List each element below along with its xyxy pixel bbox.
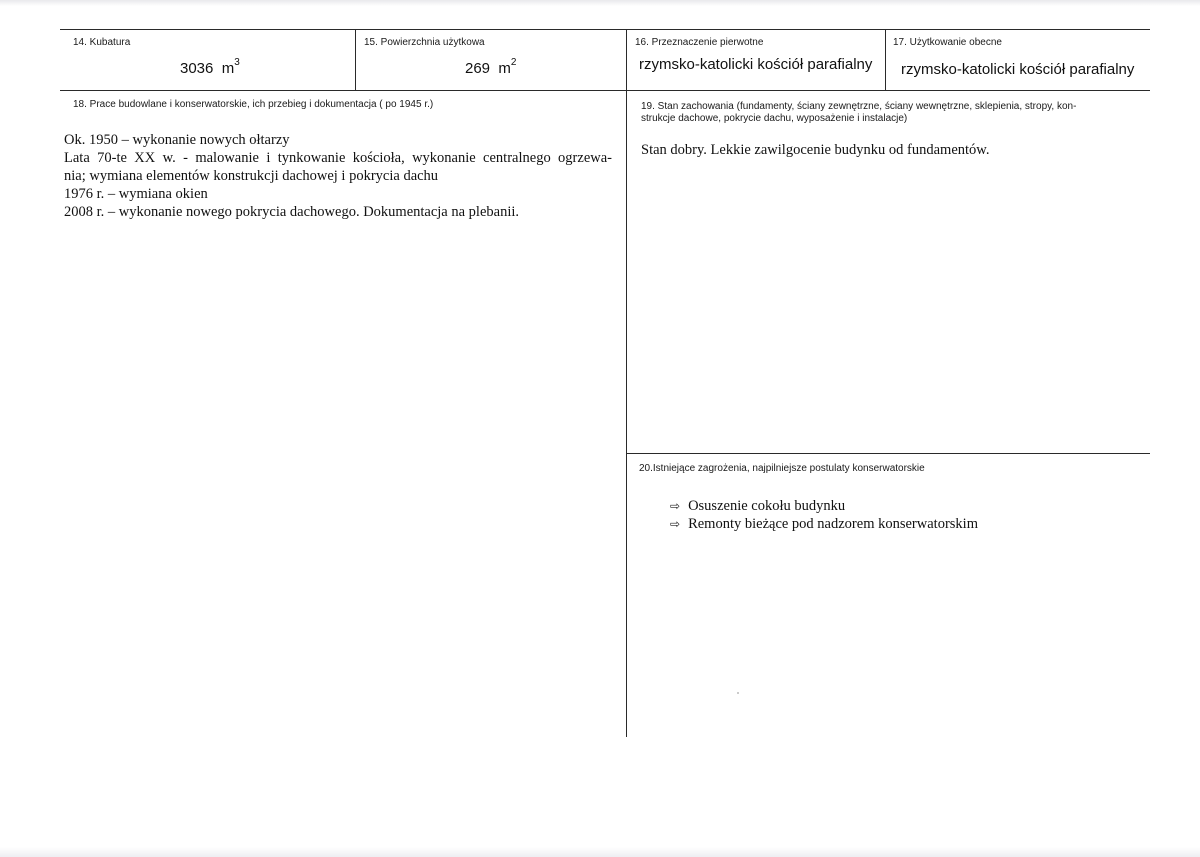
table-top-border	[60, 29, 1150, 30]
arrow-right-icon: ⇨	[670, 517, 681, 531]
kubatura-unit-exponent: 3	[234, 57, 240, 68]
scan-edge-bottom	[0, 847, 1200, 857]
list-item-text: Remonty bieżące pod nadzorem konserwatorskim	[688, 516, 978, 532]
kubatura-unit: m	[221, 60, 235, 77]
col-divider-1	[355, 29, 356, 90]
list-item	[670, 515, 978, 533]
uzytkowanie-value: rzymsko-katolicki kościół parafialny	[901, 61, 1135, 78]
zagrozenia-label: 20.Istniejące zagrożenia, najpilniejsze postulaty konserwatorskie	[639, 463, 925, 474]
prace-label: 18. Prace budowlane i konserwatorskie, ich przebieg i dokumentacja ( po 1945 r.)	[73, 99, 434, 110]
kubatura-value	[180, 59, 240, 77]
kubatura-label: 14. Kubatura	[73, 37, 131, 48]
prace-line-1: Ok. 1950 – wykonanie nowych ołtarzy	[64, 132, 290, 148]
stan-label-line-2: strukcje dachowe, pokrycie dachu, wyposażenie i instalacje)	[641, 113, 908, 124]
powierzchnia-label: 15. Powierzchnia użytkowa	[364, 37, 485, 48]
uzytkowanie-label: 17. Użytkowanie obecne	[893, 37, 1002, 48]
powierzchnia-value	[465, 59, 516, 77]
list-item-text: Osuszenie cokołu budynku	[688, 498, 846, 514]
przeznaczenie-label: 16. Przeznaczenie pierwotne	[635, 37, 764, 48]
stan-value: Stan dobry. Lekkie zawilgocenie budynku od fundamentów.	[641, 142, 990, 158]
row1-bottom-border	[60, 90, 1150, 91]
arrow-right-icon: ⇨	[670, 499, 681, 513]
przeznaczenie-value: rzymsko-katolicki kościół parafialny	[639, 56, 873, 73]
scan-speck	[737, 692, 739, 694]
prace-line-4: 1976 r. – wymiana okien	[64, 186, 208, 202]
col-divider-2	[626, 29, 627, 737]
powierzchnia-unit: m	[498, 60, 511, 77]
powierzchnia-number: 269	[465, 60, 491, 77]
kubatura-number: 3036	[180, 60, 214, 77]
scan-edge-top	[0, 0, 1200, 6]
prace-line-3: nia; wymiana elementów konstrukcji dachowej i pokrycia dachu	[64, 168, 439, 184]
stan-label	[641, 101, 1131, 125]
prace-line-2: Lata 70-te XX w. - malowanie i tynkowanie kościoła, wykonanie centralnego ogrzewa-	[64, 150, 612, 166]
powierzchnia-unit-exponent: 2	[510, 57, 517, 68]
section20-top-border	[626, 453, 1150, 454]
list-item	[670, 497, 845, 515]
prace-text	[64, 131, 612, 221]
prace-line-5: 2008 r. – wykonanie nowego pokrycia dachowego. Dokumentacja na plebanii.	[64, 204, 520, 220]
col-divider-3	[885, 29, 886, 90]
stan-label-line-1: 19. Stan zachowania (fundamenty, ściany zewnętrzne, ściany wewnętrzne, sklepienia, stropy, kon-	[641, 101, 1077, 112]
